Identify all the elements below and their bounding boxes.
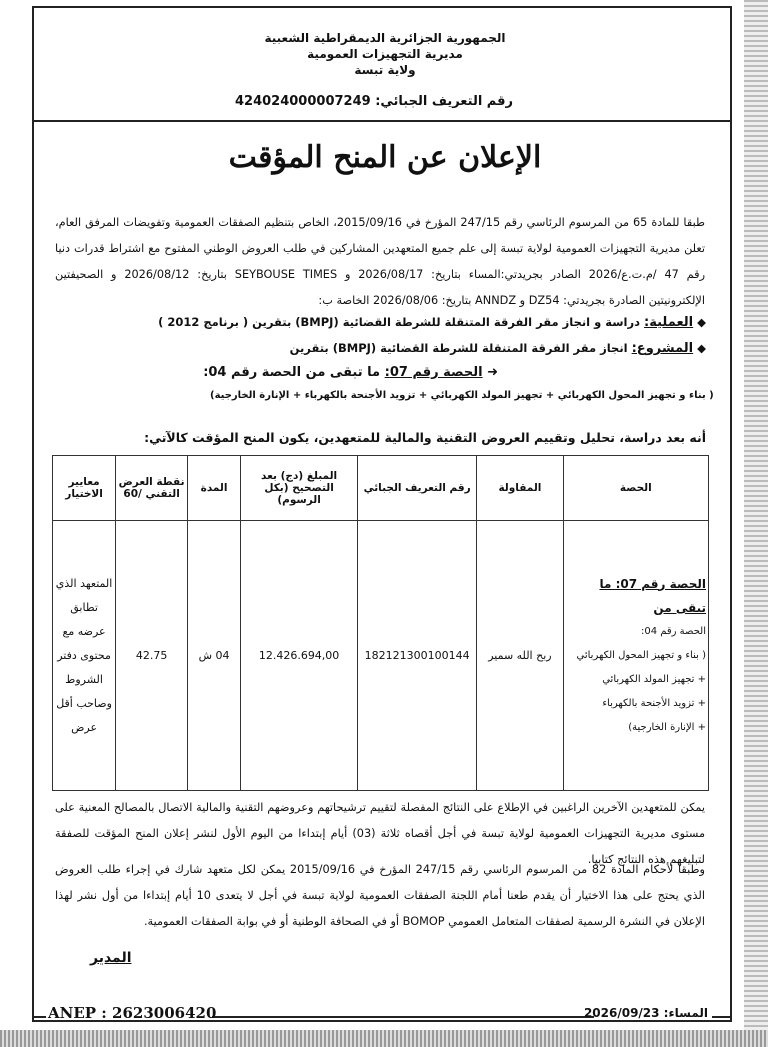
footer-line: [34, 1016, 46, 1018]
lot-line: [203, 365, 498, 380]
table-header-row: [53, 456, 709, 521]
appeal-paragraph: وطبقا لأحكام المادة 82 من المرسوم الرئاسي رقم 247/15 المؤرخ في 2015/09/16 يمكن لكل متعهد شارك في إجراء طلب العروض الذي يحتج على هذا الاختيار أن يقدم طعنا أمام اللجنة الصفقات العمومية لولاية تبسة في أجل لا يتعدى 10 أيام إبتداءا من أول نشر لهذا الإعلان في النشرة الرسمية لصفقات المتعامل العمومي BOMOP أو في الصحافة الوطنية أو في بوابة الصفقات العمومية.: [55, 863, 705, 928]
project-label: المشروع:: [631, 341, 694, 356]
lot-label: الحصة رقم 07:: [384, 365, 483, 380]
award-intro: أنه بعد دراسة، تحليل وتقييم العروض التقنية والمالية للمتعهدين، يكون المنح المؤقت كالآتي:: [144, 430, 706, 445]
col-header-lot: الحصة: [563, 456, 708, 521]
signature: المدير: [90, 950, 132, 966]
cell-score: 42.75: [116, 521, 188, 791]
award-table: [52, 455, 709, 791]
anep-number: ANEP : 2623006420: [48, 1004, 217, 1022]
project-text: انجاز مقر الفرقة المتنقلة للشرطة القضائية (BMPJ) بتقرين: [289, 341, 628, 355]
lot-text: ما تبقى من الحصة رقم 04:: [203, 365, 381, 380]
cell-company: ربح الله سمير: [477, 521, 563, 791]
cell-lot-title: الحصة رقم 07: ما تبقى من: [599, 576, 706, 615]
lot-description: ( بناء و تجهيز المحول الكهربائي + تجهيز المولد الكهربائي + تزويد الأجنحة بالكهرباء + الإنارة الخارجية): [210, 390, 714, 401]
cell-taxid: 182121300100144: [358, 521, 477, 791]
header-republic: الجمهورية الجزائرية الديمقراطية الشعبية: [264, 31, 506, 45]
operation-label: العملية:: [644, 315, 694, 330]
cell-lot: [563, 521, 708, 791]
cell-criteria: المتعهد الذي تطابق عرضه مع محتوى دفتر الشروط وصاحب أقل عرض: [53, 521, 116, 791]
cell-lot-line: الحصة رقم 04:: [640, 625, 706, 637]
operation-text: دراسة و انجاز مقر الفرقة المتنقلة للشرطة القضائية (BMPJ) بتقرين ( برنامج 2012 ): [158, 315, 641, 329]
col-header-company: المقاولة: [477, 456, 563, 521]
results-paragraph: يمكن للمتعهدين الآخرين الراغبين في الإطلاع على النتائج المفصلة لتقييم ترشيحاتهم وعروضهم التقنية والمالية الاتصال بالمصالح المعنية على مستوى مديرية التجهيزات العمومية لولاية تبسة في أجل أقصاه ثلاثة (03) أيام إبتداءا من اليوم الأول لنشر إعلان المنح المؤقت للصفقة لتبليغهم هذه النتائج كتابيا.: [55, 801, 705, 866]
bullet-icon: ◆: [693, 315, 706, 329]
intro-paragraph: طبقا للمادة 65 من المرسوم الرئاسي رقم 247/15 المؤرخ في 2015/09/16، الخاص بتنظيم الصفقات العمومية وتفويضات المرفق العام، تعلن مديرية التجهيزات العمومية لولاية تبسة إلى علم جميع المتعهدين المشاركين في طلب العروض الوطني المفتوح مع اشتراط قدرات دنيا رقم 47 /م.ت.ع/2026 الصادر بجريدتي:المساء بتاريخ: 2026/08/17 و SEYBOUSE TIMES بتاريخ: 2026/08/12 و الصحيفتين الإلكترونيتين الصادرة بجريدتي: DZ54 و ANNDZ بتاريخ: 2026/08/06 الخاصة ب:: [55, 216, 706, 307]
col-header-duration: المدة: [188, 456, 241, 521]
col-header-criteria: معايير الاختيار: [53, 456, 116, 521]
operation-line: [158, 315, 706, 330]
tax-id: رقم التعريف الجبائي: 424024000007249: [234, 94, 513, 109]
cell-duration: 04 ش: [188, 521, 241, 791]
project-line: [290, 341, 706, 356]
scan-edge-right: [744, 0, 768, 1030]
footer-line: [212, 1016, 594, 1018]
col-header-amount: المبلغ (دج) بعد التصحيح (بكل الرسوم): [241, 456, 358, 521]
col-header-taxid: رقم التعريف الجبائي: [358, 456, 477, 521]
cell-lot-line: ( بناء و تجهيز المحول الكهربائي: [576, 649, 706, 661]
cell-lot-line: + تزويد الأجنحة بالكهرباء: [602, 697, 706, 709]
cell-amount: 12.426.694,00: [241, 521, 358, 791]
cell-lot-line: + الإنارة الخارجية): [628, 721, 706, 733]
footer-line: [712, 1016, 730, 1018]
bullet-icon: ◆: [693, 341, 706, 355]
scan-edge-bottom: [0, 1030, 768, 1047]
col-header-score: نقطة العرض التقني /60: [116, 456, 188, 521]
header-directorate: مديرية التجهيزات العمومية: [307, 47, 463, 61]
publication-date: المساء: 2026/09/23: [583, 1006, 708, 1020]
arrow-icon: ➜: [482, 365, 498, 380]
page-title: الإعلان عن المنح المؤقت: [228, 140, 542, 175]
cell-lot-line: + تجهيز المولد الكهربائي: [602, 673, 706, 685]
header: [40, 30, 730, 78]
header-divider: [34, 120, 730, 122]
header-wilaya: ولاية تبسة: [354, 63, 416, 77]
table-row: [53, 521, 709, 791]
